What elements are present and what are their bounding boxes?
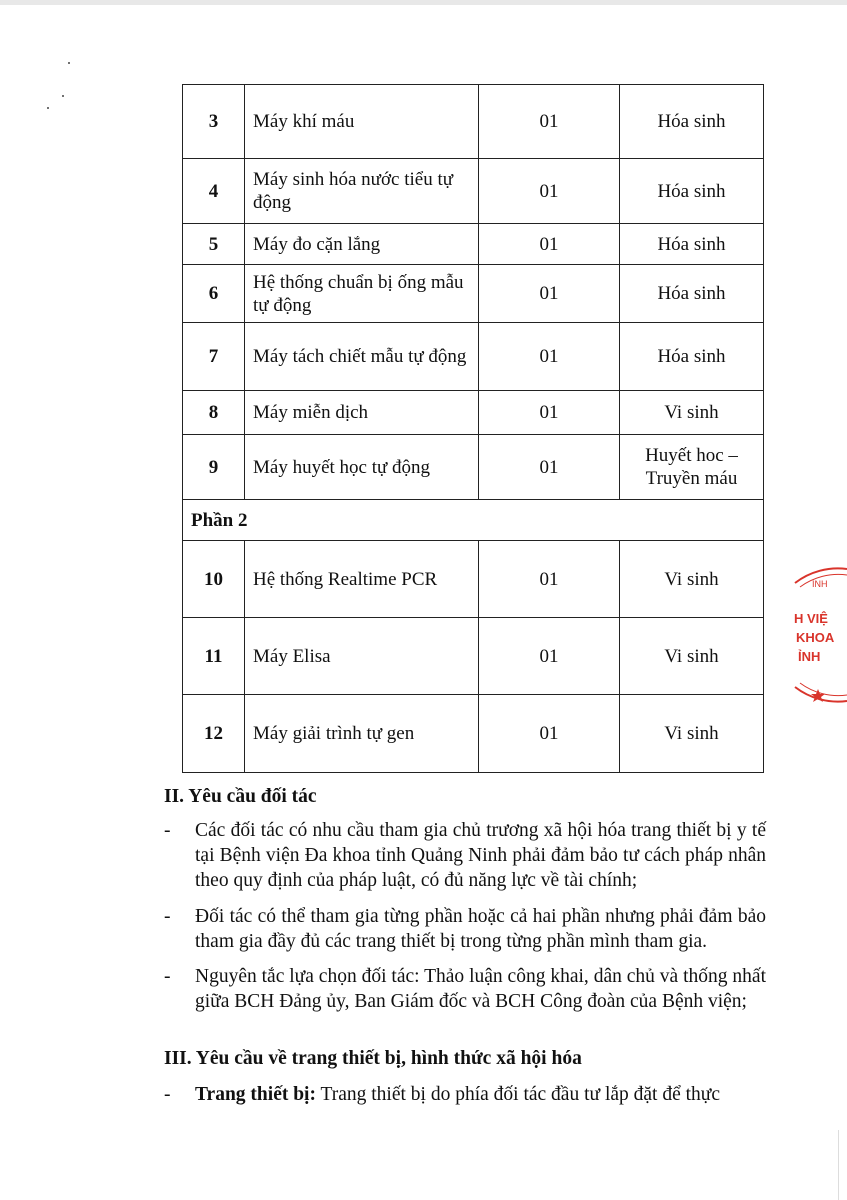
quantity: 01 [479,541,620,618]
section-3-heading: III. Yêu cầu về trang thiết bị, hình thức xã hội hóa [164,1048,582,1069]
equipment-name: Máy sinh hóa nước tiểu tự động [245,159,479,224]
equipment-name: Máy tách chiết mẫu tự động [245,323,479,391]
bullet-dash: - [164,966,171,987]
row-number: 8 [183,391,245,435]
quantity: 01 [479,323,620,391]
equipment-name: Máy miễn dịch [245,391,479,435]
department: Hóa sinh [620,85,764,159]
stamp-text-2: H VIỆ [794,611,828,626]
bullet-item [164,1082,766,1107]
equipment-name: Máy đo cặn lắng [245,224,479,265]
quantity: 01 [479,695,620,773]
scan-edge [838,1130,839,1200]
bullet-text [164,1082,766,1107]
department: Vi sinh [620,618,764,695]
table-row [183,159,764,224]
equipment-name: Máy khí máu [245,85,479,159]
row-number: 4 [183,159,245,224]
bullet-dash: - [164,1084,171,1105]
red-stamp [790,565,847,705]
department: Hóa sinh [620,224,764,265]
table-row [183,224,764,265]
stamp-graphic [790,565,847,705]
stamp-text-1: INH [812,579,828,589]
equipment-name: Máy huyết học tự động [245,435,479,500]
equipment-name: Máy giải trình tự gen [245,695,479,773]
department: Vi sinh [620,695,764,773]
row-number: 9 [183,435,245,500]
bullet-text: Các đối tác có nhu cầu tham gia chủ trương xã hội hóa trang thiết bị y tế tại Bệnh viện Đa khoa tỉnh Quảng Ninh phải đảm bảo tư cách pháp nhân theo quy định của pháp luật, có đủ năng lực về tài chính; [195,820,766,891]
department: Vi sinh [620,541,764,618]
bullet-label: Trang thiết bị: [195,1084,316,1105]
equipment-name: Hệ thống chuẩn bị ống mẫu tự động [245,265,479,323]
part-2-label: Phần 2 [183,500,764,541]
department: Vi sinh [620,391,764,435]
bullet-item [164,904,766,954]
table-row [183,391,764,435]
scan-speck [62,95,64,97]
bullet-body: Trang thiết bị do phía đối tác đầu tư lắp đặt để thực [315,1084,721,1105]
bullet-dash: - [164,820,171,841]
department: Hóa sinh [620,159,764,224]
equipment-name: Máy Elisa [245,618,479,695]
bullet-text: Nguyên tắc lựa chọn đối tác: Thảo luận công khai, dân chủ và thống nhất giữa BCH Đảng ủy, Ban Giám đốc và BCH Công đoàn của Bệnh viện; [195,966,766,1012]
table-row [183,618,764,695]
quantity: 01 [479,224,620,265]
equipment-table [182,84,764,773]
scan-speck [47,107,49,109]
quantity: 01 [479,85,620,159]
table-row [183,695,764,773]
scan-speck [68,62,70,64]
table-row [183,265,764,323]
quantity: 01 [479,265,620,323]
bullet-dash: - [164,906,171,927]
row-number: 12 [183,695,245,773]
table-row [183,323,764,391]
stamp-text-3: KHOA [796,630,835,645]
section-2-heading: II. Yêu cầu đối tác [164,786,317,807]
equipment-name: Hệ thống Realtime PCR [245,541,479,618]
row-number: 10 [183,541,245,618]
scan-edge [0,0,847,5]
table-row [183,435,764,500]
department: Hóa sinh [620,323,764,391]
bullet-item [164,818,766,893]
row-number: 5 [183,224,245,265]
quantity: 01 [479,435,620,500]
bullet-item [164,964,766,1014]
row-number: 7 [183,323,245,391]
bullet-text: Đối tác có thể tham gia từng phần hoặc cả hai phần nhưng phải đảm bảo tham gia đầy đủ các trang thiết bị trong từng phần mình tham gia. [195,906,766,952]
row-number: 3 [183,85,245,159]
row-number: 6 [183,265,245,323]
quantity: 01 [479,391,620,435]
department: Huyết hoc – Truyền máu [620,435,764,500]
table-row [183,85,764,159]
stamp-text-4: ỈNH [798,649,821,664]
row-number: 11 [183,618,245,695]
quantity: 01 [479,618,620,695]
department: Hóa sinh [620,265,764,323]
part-row [183,500,764,541]
table-row [183,541,764,618]
quantity: 01 [479,159,620,224]
